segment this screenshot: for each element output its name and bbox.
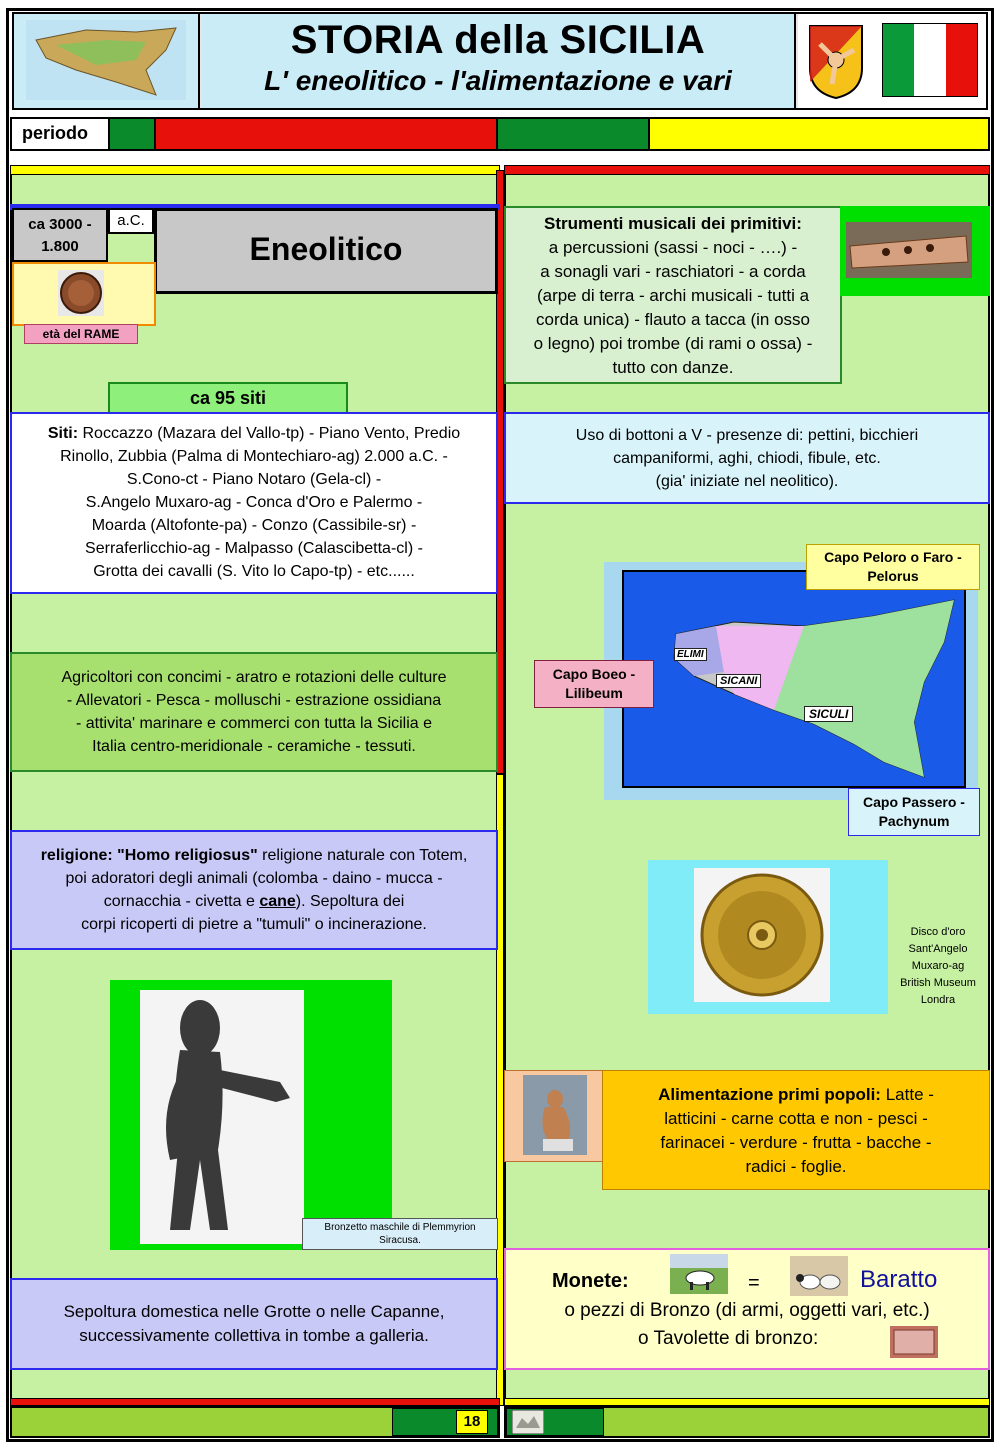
agri-line: Agricoltori con concimi - aratro e rotazioni delle culture [61,669,447,686]
statue-frame [110,980,392,1250]
food-line-text: Latte - [880,1085,934,1104]
coins-line-2: o pezzi di Bronzo (di armi, oggetti vari, etc.) [564,1300,930,1321]
period-red-segment [154,119,498,149]
food-image-frame [504,1070,604,1162]
gold-disc-caption [890,924,986,1009]
era-label: a.C. [117,212,145,229]
sites-text [12,414,496,583]
left-bottom-stripe [10,1398,500,1406]
era-box [108,208,154,234]
bronze-statue-image [140,990,304,1244]
cattle-image [670,1254,728,1294]
coins-equals: = [748,1272,760,1294]
sites-line: Serraferlicchio-ag - Malpasso (Calascibetta-cl) - [85,540,423,557]
boeo-label: Capo Boeo - Lilibeum [552,666,636,701]
page-number: 18 [463,1413,481,1430]
sites-count: ca 95 siti [189,388,267,408]
religion-line-text: ). Sepoltura dei [295,893,405,910]
religion-box [10,830,498,950]
ancient-sicily-map [622,570,966,788]
music-line: o legno) poi trombe (di rami o ossa) - [533,334,813,353]
food-figurine-image [523,1075,587,1155]
sheep-image [790,1256,848,1296]
peloro-label: Capo Peloro o Faro - Pelorus [824,549,962,584]
food-line [603,1083,989,1107]
right-top-stripe [504,165,990,175]
agri-line: - attivita' marinare e commerci con tutta la Sicilia e [75,715,433,732]
header-title-area [202,14,796,108]
siculi-label: SICULI [804,706,853,722]
sicani-label: SICANI [716,674,761,688]
sicily-map-thumbnail [26,20,186,100]
passero-label-box [848,788,980,836]
music-line: a sonagli vari - raschiatori - a corda [540,262,806,281]
sites-line-text: Roccazzo (Mazara del Vallo-tp) - Piano Vento, Predio [78,425,461,442]
bone-flute-image [846,222,972,278]
gold-disc-frame [648,860,888,1014]
disc-caption-line: Sant'Angelo [908,943,968,955]
disc-caption-line: Londra [920,994,956,1006]
buttons-line: (gia' iniziate nel neolitico). [655,473,839,490]
left-top-stripe [10,165,500,175]
elimi-label: ELIMI [674,648,707,661]
disc-caption-line: Muxaro-ag [911,960,965,972]
religion-line-text: religione naturale con Totem, [257,847,468,864]
music-line: tutto con danze. [612,358,734,377]
page-subtitle: L' eneolitico - l'alimentazione e vari [264,65,732,96]
sites-count-box [108,382,348,414]
burial-line: successivamente collettiva in tombe a galleria. [79,1326,429,1345]
religion-dog-word: cane [259,893,296,910]
footer-thumbnail-icon [512,1410,544,1434]
sites-line: S.Cono-ct - Piano Notaro (Gela-cl) - [126,471,382,488]
music-line: (arpe di terra - archi musicali - tutti a [536,286,810,305]
date-range: ca 3000 - 1.800 [28,216,92,255]
buttons-line: campaniformi, aghi, chiodi, fibule, etc. [613,450,881,467]
burial-line: Sepoltura domestica nelle Grotte o nelle Capanne, [63,1302,445,1321]
sicily-emblem-icon [806,22,866,100]
music-line: a percussioni (sassi - noci - ….) - [548,238,798,257]
period-yellow-segment [648,119,988,149]
date-range-box [12,208,108,262]
religion-line [12,890,496,913]
agriculture-text [12,654,496,758]
copper-age-label: età del RAME [42,327,120,341]
sites-line: S.Angelo Muxaro-ag - Conca d'Oro e Palermo - [85,494,423,511]
food-line: latticini - carne cotta e non - pesci - [664,1109,928,1128]
copper-age-label-box [24,324,138,344]
sites-box [10,412,498,594]
disc-caption-line: Disco d'oro [910,926,966,938]
agri-line: Italia centro-meridionale - ceramiche - tessuti. [92,738,416,755]
sites-heading: Siti: [47,425,79,442]
food-line: radici - foglie. [745,1157,847,1176]
copper-coin-icon [58,270,104,316]
flute-image-frame [840,206,990,296]
period-name: Eneolitico [249,231,403,267]
period-name-box [154,208,498,294]
coins-label: Monete: [552,1270,629,1292]
boeo-label-box [534,660,654,708]
buttons-text [506,414,988,493]
religion-line: poi adoratori degli animali (colomba - daino - mucca - [65,870,443,887]
agri-line: - Allevatori - Pesca - molluschi - estrazione ossidiana [66,692,442,709]
food-box [602,1070,990,1190]
religion-line-text: cornacchia - civetta e [103,893,260,910]
page-title: STORIA della SICILIA [290,18,706,62]
sites-line [12,422,496,445]
agriculture-box [10,652,498,772]
music-line: corda unica) - flauto a tacca (in osso [535,310,811,329]
header-sicily-map [14,14,200,108]
statue-caption-box [302,1218,498,1250]
burial-box [10,1278,498,1370]
bronze-tablet-image [890,1326,938,1358]
italy-flag-icon [882,23,978,97]
music-heading: Strumenti musicali dei primitivi: [544,214,802,233]
sites-line: Moarda (Altofonte-pa) - Conzo (Cassibile-sr) - [91,517,417,534]
religion-heading: religione: "Homo religiosus" [40,847,258,864]
peloro-label-box [806,544,980,590]
coins-barter: Baratto [860,1266,938,1293]
right-bottom-stripe [504,1398,990,1406]
sites-line: Grotta dei cavalli (S. Vito lo Capo-tp) - etc...... [93,563,415,580]
buttons-box [504,412,990,504]
page-number-box [456,1410,488,1434]
copper-age-box [12,262,156,326]
music-box [504,206,842,384]
passero-label: Capo Passero - Pachynum [863,794,965,829]
religion-line: corpi ricoperti di pietre a "tumuli" o incinerazione. [81,916,427,933]
religion-line [12,844,496,867]
religion-text [12,832,496,936]
food-line: farinacei - verdure - frutta - bacche - [660,1133,932,1152]
buttons-line: Uso di bottoni a V - presenze di: pettini, bicchieri [575,427,919,444]
period-label: periodo [12,119,110,149]
sicily-tribes-map [624,572,964,786]
music-text [506,208,840,380]
gold-disc-image [694,868,830,1002]
coins-box [504,1248,990,1370]
food-heading: Alimentazione primi popoli: [658,1085,881,1104]
sites-line: Rinollo, Zubbia (Palma di Montechiaro-ag) 2.000 a.C. - [60,448,448,465]
disc-caption-line: British Museum [900,977,976,989]
statue-caption: Bronzetto maschile di Plemmyrion Siracusa. [324,1222,476,1246]
burial-text [12,1280,496,1348]
coins-line-3: o Tavolette di bronzo: [638,1328,819,1349]
header-emblems [798,14,986,108]
food-text [603,1071,989,1179]
